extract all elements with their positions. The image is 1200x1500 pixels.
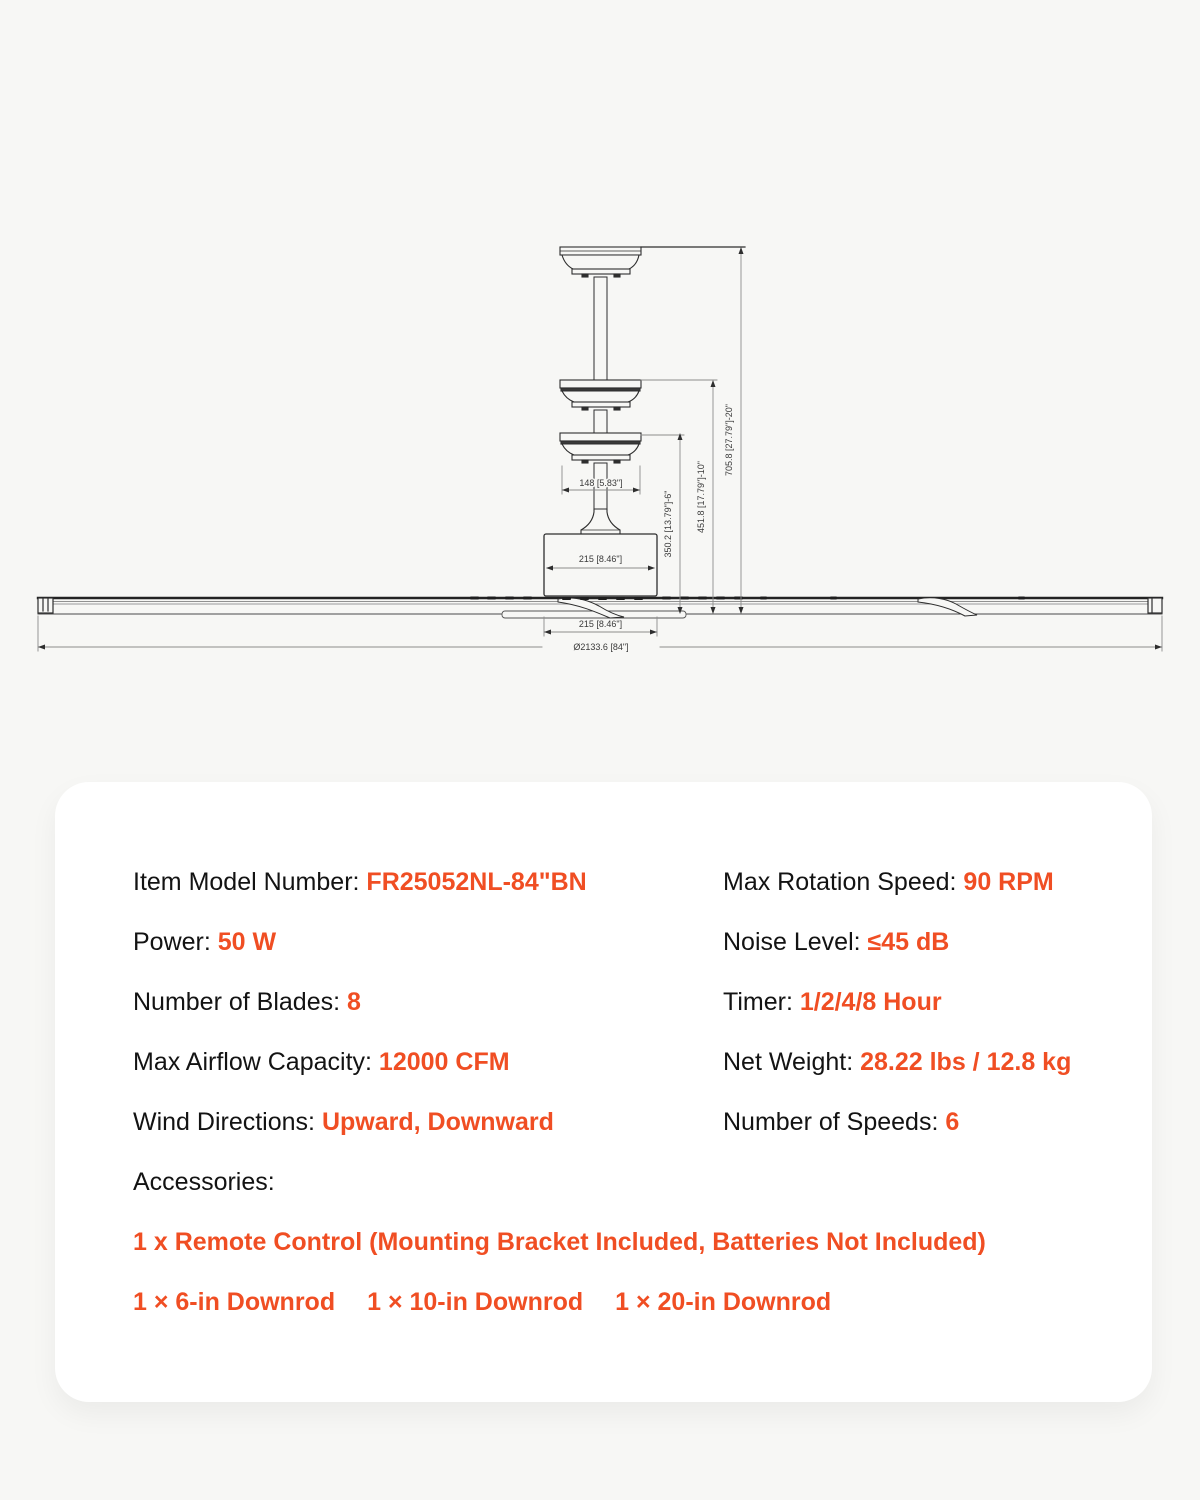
spec-label: Power: (133, 928, 218, 956)
spec-value: 1/2/4/8 Hour (799, 988, 942, 1016)
spec-power (133, 912, 723, 972)
canopy-bottom (560, 433, 641, 463)
accessory-downrod-10in: 1 × 10-in Downrod (367, 1288, 584, 1316)
downrod-20in (594, 277, 607, 380)
dim-label-drop-6in: 350.2 [13.79"]-6" (663, 490, 673, 558)
canopy-middle (560, 380, 641, 410)
spec-grid (133, 852, 1152, 1332)
accessories-heading: Accessories: (133, 1168, 275, 1196)
spec-label: Number of Speeds: (723, 1108, 946, 1136)
accessory-downrod-20in: 1 × 20-in Downrod (615, 1288, 832, 1316)
spec-value: 6 (945, 1108, 960, 1136)
spec-number-of-blades (133, 972, 723, 1032)
blade-tip-right (1148, 598, 1162, 613)
spec-label: Max Airflow Capacity: (133, 1048, 379, 1076)
spec-value: ≤45 dB (867, 928, 950, 956)
dim-label-blade-diameter: Ø2133.6 [84"] (573, 642, 629, 652)
dim-drop-20in (724, 247, 744, 614)
spec-net-weight (723, 1032, 1152, 1092)
spec-noise-level (723, 912, 1152, 972)
dim-label-drop-20in: 705.8 [27.79"]-20" (724, 404, 734, 476)
spec-item-model-number (133, 852, 723, 912)
motor-housing (544, 534, 657, 596)
dim-label-canopy-width: 148 [5.83"] (579, 478, 623, 488)
downrod-10in (594, 410, 607, 433)
spec-value: Upward, Downward (321, 1108, 554, 1136)
blade-tip-left (38, 598, 53, 613)
spec-card (55, 782, 1152, 1402)
spec-value: 12000 CFM (378, 1048, 510, 1076)
dim-motor-width-bottom (544, 617, 657, 636)
accessory-downrods (133, 1272, 1152, 1332)
blade-iron-right (918, 598, 977, 616)
spec-wind-directions (133, 1092, 723, 1152)
spec-label: Number of Blades: (133, 988, 347, 1016)
spec-value: 90 RPM (963, 868, 1054, 896)
blade-hub-plate (502, 611, 686, 618)
spec-value: FR25052NL-84"BN (366, 868, 587, 896)
spec-label: Noise Level: (723, 928, 868, 956)
accessory-downrod-6in: 1 × 6-in Downrod (133, 1288, 336, 1316)
spec-value: 50 W (217, 928, 277, 956)
spec-label: Max Rotation Speed: (723, 868, 964, 896)
spec-number-of-speeds (723, 1092, 1152, 1152)
spec-timer (723, 972, 1152, 1032)
spec-value: 28.22 lbs / 12.8 kg (860, 1048, 1072, 1076)
spec-label: Net Weight: (723, 1048, 861, 1076)
spec-value: 8 (347, 988, 361, 1016)
spec-label: Item Model Number: (133, 868, 367, 896)
canopy-top (560, 247, 641, 277)
spec-label: Timer: (723, 988, 800, 1016)
spec-max-airflow (133, 1032, 723, 1092)
dim-label-motor-width-bottom: 215 [8.46"] (578, 619, 623, 629)
fan-blades (38, 597, 1162, 619)
dim-label-drop-10in: 451.8 [17.79"]-10" (696, 461, 706, 533)
accessory-remote-control: 1 x Remote Control (Mounting Bracket Included, Batteries Not Included) (133, 1228, 986, 1256)
spec-max-rotation-speed (723, 852, 1152, 912)
spec-label: Wind Directions: (133, 1108, 322, 1136)
dim-label-motor-width: 215 [8.46"] (578, 554, 623, 564)
